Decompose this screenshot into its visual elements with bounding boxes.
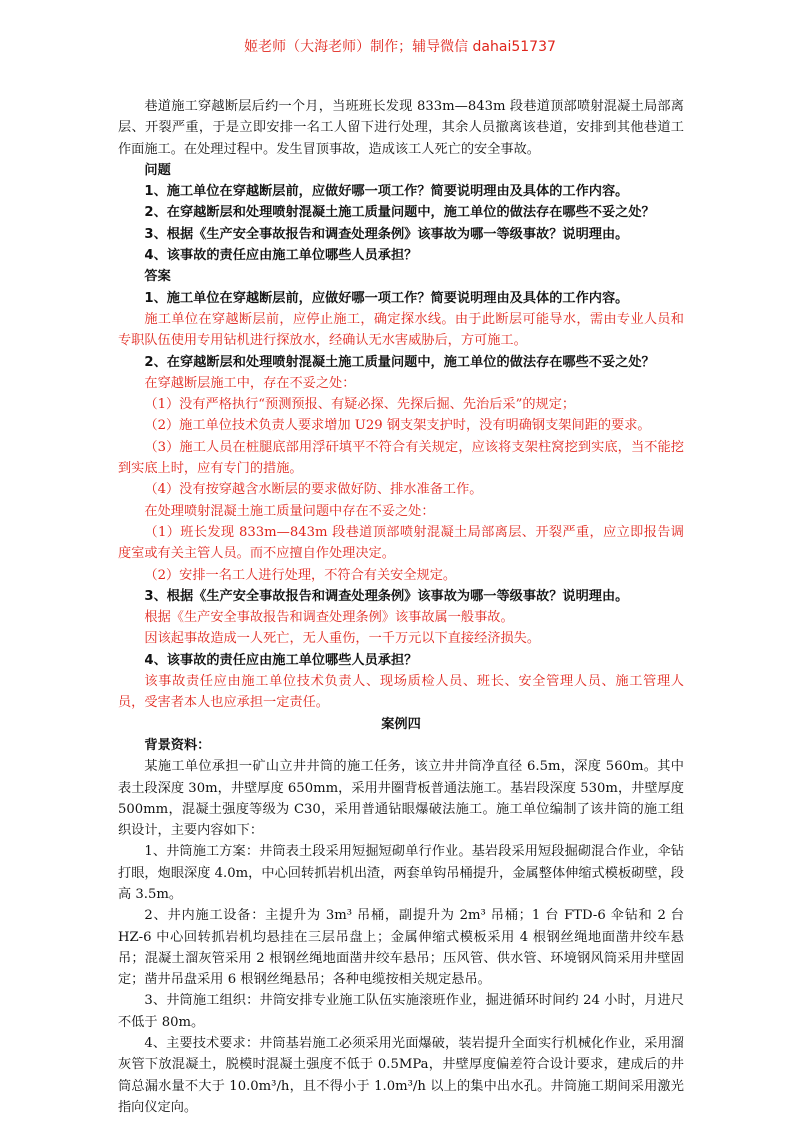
answer-2-item-1: （1）没有严格执行“预测预报、有疑必探、先探后掘、先治后采”的规定； <box>144 397 576 413</box>
answer-2-item-6: （2）安排一名工人进行处理，不符合有关安全规定。 <box>144 567 457 583</box>
answer-2-item-4: （4）没有按穿越含水断层的要求做好防、排水准备工作。 <box>144 482 483 498</box>
case4-paragraph-3: 2、井内施工设备：主提升为 3m³ 吊桶，副提升为 2m³ 吊桶；1 台 FTD-6 伞钻和 2 台 HZ-6 中心回转抓岩机均悬挂在三层吊盘上；金属伸缩式模板采用 4 根钢丝绳地面凿井绞车悬吊；混凝土溜灰管采用 2 根钢丝绳地面凿井绞车悬吊；压风管、供水管、环境钢风筒采用井壁固定；凿井吊盘采用 6 根钢丝绳悬吊；各种电缆按相关规定悬吊。 <box>118 908 684 988</box>
document-body <box>118 96 684 1118</box>
case3-intro: 巷道施工穿越断层后约一个月，当班班长发现 833m—843m 段巷道顶部喷射混凝土局部离层、开裂严重，于是立即安排一名工人留下进行处理，其余人员撤离该巷道，安排到其他巷道工作面施工。在处理过程中。发生冒顶事故，造成该工人死亡的安全事故。 <box>118 99 684 157</box>
case4-paragraph-2: 1、井筒施工方案：井筒表土段采用短掘短砌单行作业。基岩段采用短段掘砌混合作业，伞钻打眼，炮眼深度 4.0m，中心回转抓岩机出渣，两套单钩吊桶提升，金属整体伸缩式模板砌壁，段高 3.5m。 <box>118 844 684 902</box>
answer-2-item-3: （3）施工人员在桩腿底部用浮矸填平不符合有关规定，应该将支架柱窝挖到实底，当不能挖到实底上时，应有专门的措施。 <box>118 439 684 477</box>
answer-4-question: 4、该事故的责任应由施工单位哪些人员承担？ <box>144 652 418 668</box>
answer-2-item-2: （2）施工单位技术负责人要求增加 U29 钢支架支护时，没有明确钢支架间距的要求。 <box>144 418 651 434</box>
background-heading: 背景资料： <box>144 737 211 753</box>
answer-3-text-2: 因该起事故造成一人死亡，无人重伤，一千万元以下直接经济损失。 <box>144 631 541 647</box>
case4-paragraph-1: 某施工单位承担一矿山立井井筒的施工任务，该立井井筒净直径 6.5m，深度 560m。其中表土段深度 30m，井壁厚度 650mm，采用井圈背板普通法施工。基岩段深度 530m，井壁厚度 500mm，混凝土强度等级为 C30，采用普通钻眼爆破法施工。施工单位编制了该井筒的施工组织设计，主要内容如下： <box>118 759 684 839</box>
answer-4-text: 该事故责任应由施工单位技术负责人、现场质检人员、班长、安全管理人员、施工管理人员，受害者本人也应承担一定责任。 <box>118 674 684 711</box>
answer-1-question: 1、施工单位在穿越断层前，应做好哪一项工作？简要说明理由及具体的工作内容。 <box>144 290 629 306</box>
answer-2-subheading-1: 在穿越断层施工中，存在不妥之处： <box>144 375 356 391</box>
question-3: 3、根据《生产安全事故报告和调查处理条例》该事故为哪一等级事故？说明理由。 <box>144 226 629 242</box>
questions-heading: 问题 <box>144 162 171 178</box>
question-1: 1、施工单位在穿越断层前，应做好哪一项工作？简要说明理由及具体的工作内容。 <box>144 184 629 200</box>
watermark-header: 姬老师（大海老师）制作；辅导微信 dahai51737 <box>244 39 556 55</box>
case4-paragraph-5: 4、主要技术要求：井筒基岩施工必须采用光面爆破，装岩提升全面实行机械化作业，采用溜灰管下放混凝土，脱模时混凝土强度不低于 0.5MPa，井壁厚度偏差符合设计要求，建成后的井筒总漏水量不大于 10.0m³/h，且不得小于 1.0m³/h 以上的集中出水孔。井筒施工期间采用激光指向仪定向。 <box>118 1036 684 1115</box>
question-4: 4、该事故的责任应由施工单位哪些人员承担？ <box>144 248 418 264</box>
answer-3-text-1: 根据《生产安全事故报告和调查处理条例》该事故属一般事故。 <box>144 610 514 626</box>
answer-2-subheading-2: 在处理喷射混凝土施工质量问题中存在不妥之处： <box>144 503 435 519</box>
case4-title: 案例四 <box>381 716 421 732</box>
answer-1-text: 施工单位在穿越断层前，应停止施工，确定探水线。由于此断层可能导水，需由专业人员和专职队伍使用专用钻机进行探放水，经确认无水害威胁后，方可施工。 <box>118 311 684 349</box>
answer-2-question: 2、在穿越断层和处理喷射混凝土施工质量问题中，施工单位的做法存在哪些不妥之处？ <box>144 354 655 370</box>
answers-heading: 答案 <box>144 269 171 285</box>
answer-2-item-5: （1）班长发现 833m—843m 段巷道顶部喷射混凝土局部离层、开裂严重，应立即报告调度室或有关主管人员。而不应擅自作处理决定。 <box>118 524 684 562</box>
answer-3-question: 3、根据《生产安全事故报告和调查处理条例》该事故为哪一等级事故？说明理由。 <box>144 588 629 604</box>
case4-paragraph-4: 3、井筒施工组织：井筒安排专业施工队伍实施滚班作业，掘进循环时间约 24 小时，月进尺不低于 80m。 <box>118 993 684 1030</box>
question-2: 2、在穿越断层和处理喷射混凝土施工质量问题中，施工单位的做法存在哪些不妥之处？ <box>144 205 655 221</box>
